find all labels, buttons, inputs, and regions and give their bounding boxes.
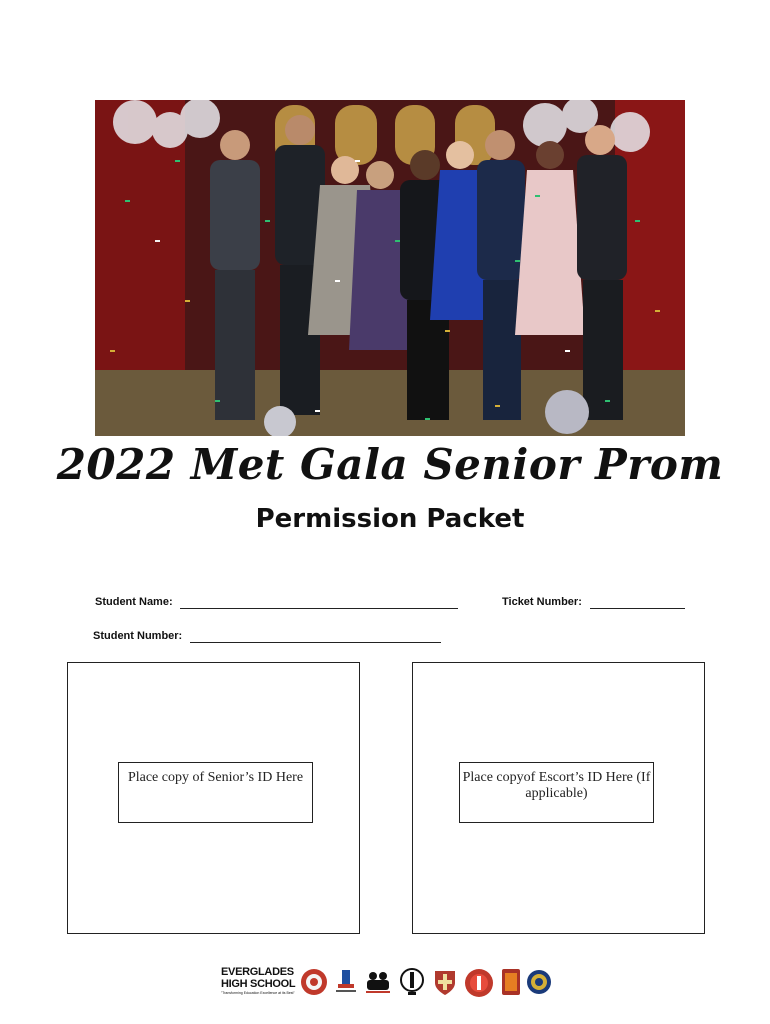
engineering-logo <box>333 968 359 996</box>
shield-logo <box>433 968 457 996</box>
education-logo <box>364 968 392 996</box>
prom-photo <box>95 100 685 436</box>
badge-logo <box>501 968 521 996</box>
ticket-number-line[interactable] <box>590 608 685 609</box>
ticket-number-label: Ticket Number: <box>502 596 582 608</box>
student-number-label: Student Number: <box>93 630 183 642</box>
school-logo <box>221 966 297 996</box>
student-name-label: Student Name: <box>95 596 173 608</box>
escort-id-box: Place copyof Escort’s ID Here (If applicable) <box>459 762 654 823</box>
fbi-seal-logo <box>526 968 552 996</box>
page-title: 2022 Met Gala Senior Prom <box>56 440 724 489</box>
school-name-line1: EVERGLADES <box>221 966 294 978</box>
school-tagline: "Transforming Education Excellence at its Best" <box>221 991 295 995</box>
student-number-line[interactable] <box>190 642 441 643</box>
student-name-line[interactable] <box>180 608 458 609</box>
prelaw-logo <box>398 968 426 996</box>
school-name-line2: HIGH SCHOOL <box>221 978 296 990</box>
senior-id-box: Place copy of Senior’s ID Here <box>118 762 313 823</box>
page-subtitle: Permission Packet <box>255 504 525 534</box>
fire-academy-logo <box>300 968 328 996</box>
medical-logo <box>464 968 494 998</box>
